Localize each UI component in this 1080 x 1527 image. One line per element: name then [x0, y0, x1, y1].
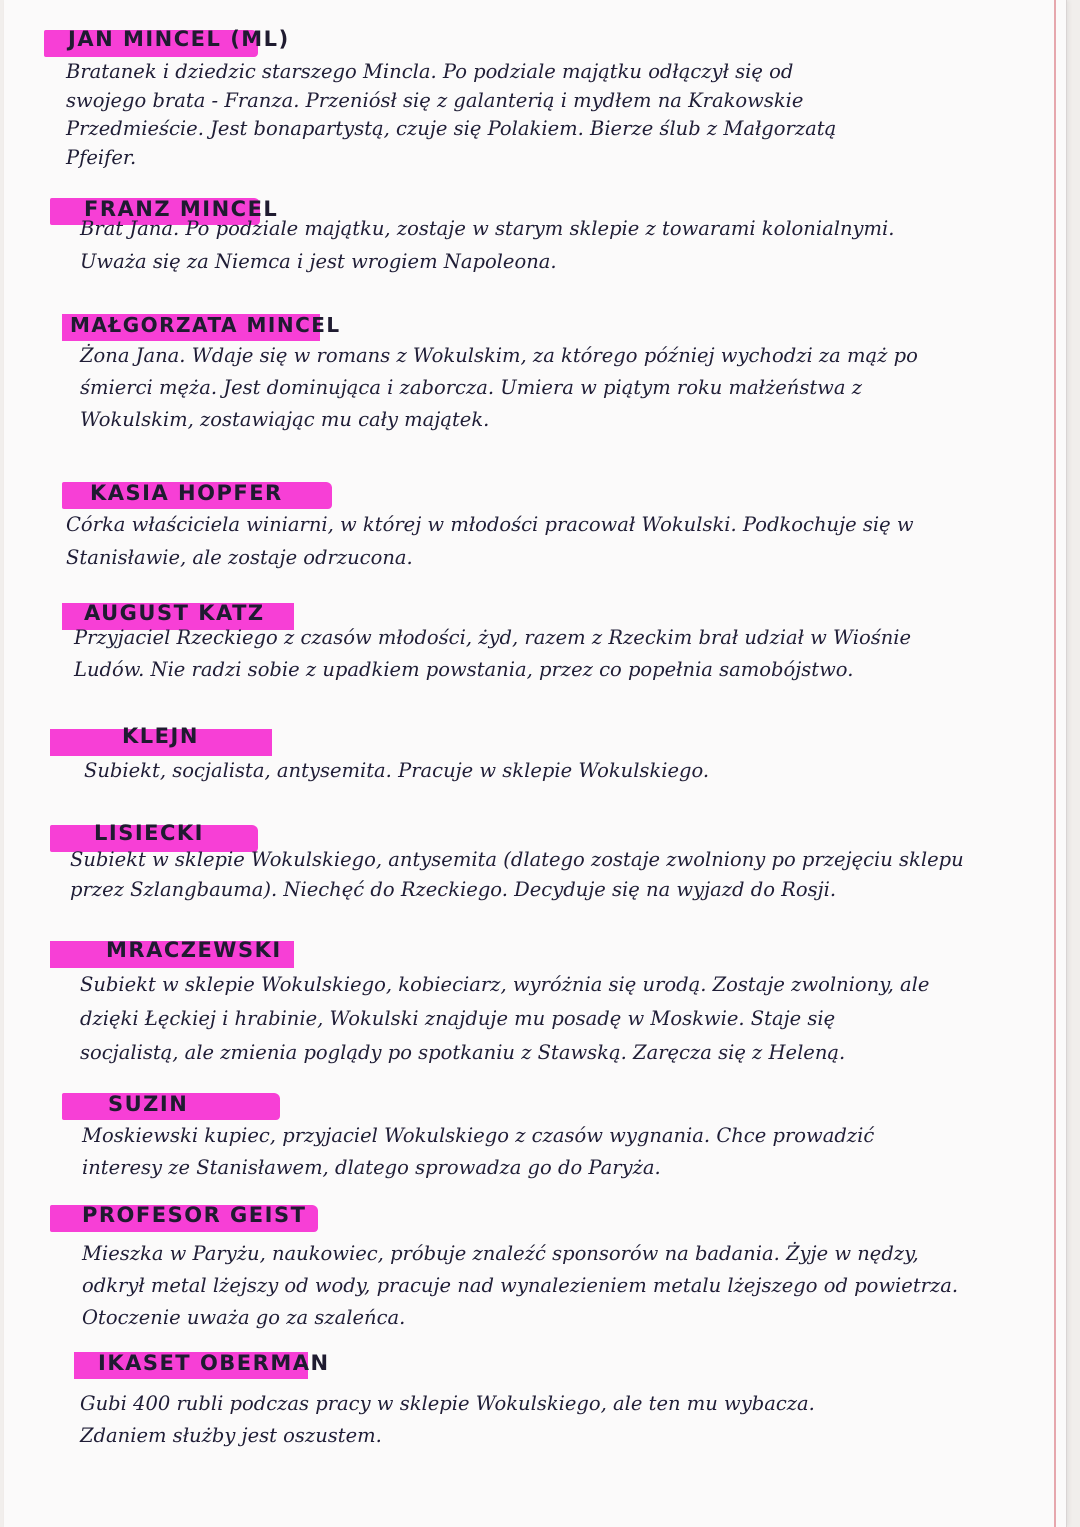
character-description: Subiekt, socjalista, antysemita. Pracuje w sklepie Wokulskiego.: [84, 759, 710, 782]
character-name: LISIECKI: [94, 821, 204, 845]
character-name: JAN MINCEL (ML): [68, 27, 290, 51]
character-name: SUZIN: [108, 1092, 189, 1116]
character-description: Moskiewski kupiec, przyjaciel Wokulskiego z czasów wygnania. Chce prowadzić interesy ze Stanisławem, dlatego sprowadza go do Paryża.: [82, 1124, 875, 1179]
character-name: KASIA HOPFER: [90, 481, 283, 505]
character-description: Brat Jana. Po podziale majątku, zostaje w starym sklepie z towarami kolonialnymi. Uważa się za Niemca i jest wrogiem Napoleona.: [80, 217, 895, 273]
character-name: AUGUST KATZ: [84, 601, 265, 625]
page-margin-line: [1054, 0, 1056, 1527]
notebook-page: [4, 0, 1067, 1527]
character-description: Subiekt w sklepie Wokulskiego, kobieciarz, wyróżnia się urodą. Zostaje zwolniony, ale dzięki Łęckiej i hrabinie, Wokulski znajduje mu posadę w Moskwie. Staje się socjalistą, ale zmienia poglądy po spotkaniu z Stawską. Zaręcza się z Heleną.: [80, 973, 930, 1064]
character-description: Przyjaciel Rzeckiego z czasów młodości, żyd, razem z Rzeckim brał udział w Wiośnie Ludów. Nie radzi sobie z upadkiem powstania, przez co popełnia samobójstwo.: [74, 626, 912, 681]
character-name: MAŁGORZATA MINCEL: [70, 313, 341, 337]
character-name: KLEJN: [122, 724, 199, 748]
character-description: Żona Jana. Wdaje się w romans z Wokulskim, za którego później wychodzi za mąż po śmierci męża. Jest dominująca i zaborcza. Umiera w piątym roku małżeństwa z Wokulskim, zostawiając mu cały majątek.: [80, 344, 918, 431]
character-name: MRACZEWSKI: [106, 938, 282, 962]
character-description: Subiekt w sklepie Wokulskiego, antysemita (dlatego zostaje zwolniony po przejęciu sklepu przez Szlangbauma). Niechęć do Rzeckiego. Decyduje się na wyjazd do Rosji.: [70, 848, 964, 901]
character-name: IKASET OBERMAN: [98, 1351, 330, 1375]
character-description: Gubi 400 rubli podczas pracy w sklepie Wokulskiego, ale ten mu wybacza. Zdaniem służby jest oszustem.: [80, 1392, 815, 1447]
character-description: Mieszka w Paryżu, naukowiec, próbuje znaleźć sponsorów na badania. Żyje w nędzy, odkrył metal lżejszy od wody, pracuje nad wynalezieniem metalu lżejszego od powietrza. Otoczenie uważa go za szaleńca.: [82, 1242, 959, 1329]
character-name: FRANZ MINCEL: [84, 197, 279, 221]
character-description: Córka właściciela winiarni, w której w młodości pracował Wokulski. Podkochuje się w Stanisławie, ale zostaje odrzucona.: [66, 513, 914, 569]
character-description: Bratanek i dziedzic starszego Mincla. Po podziale majątku odłączył się od swojego brata - Franza. Przeniósł się z galanterią i mydłem na Krakowskie Przedmieście. Jest bonapartystą, czuje się Polakiem. Bierze ślub z Małgorzatą Pfeifer.: [66, 60, 837, 169]
character-name: PROFESOR GEIST: [82, 1203, 307, 1227]
